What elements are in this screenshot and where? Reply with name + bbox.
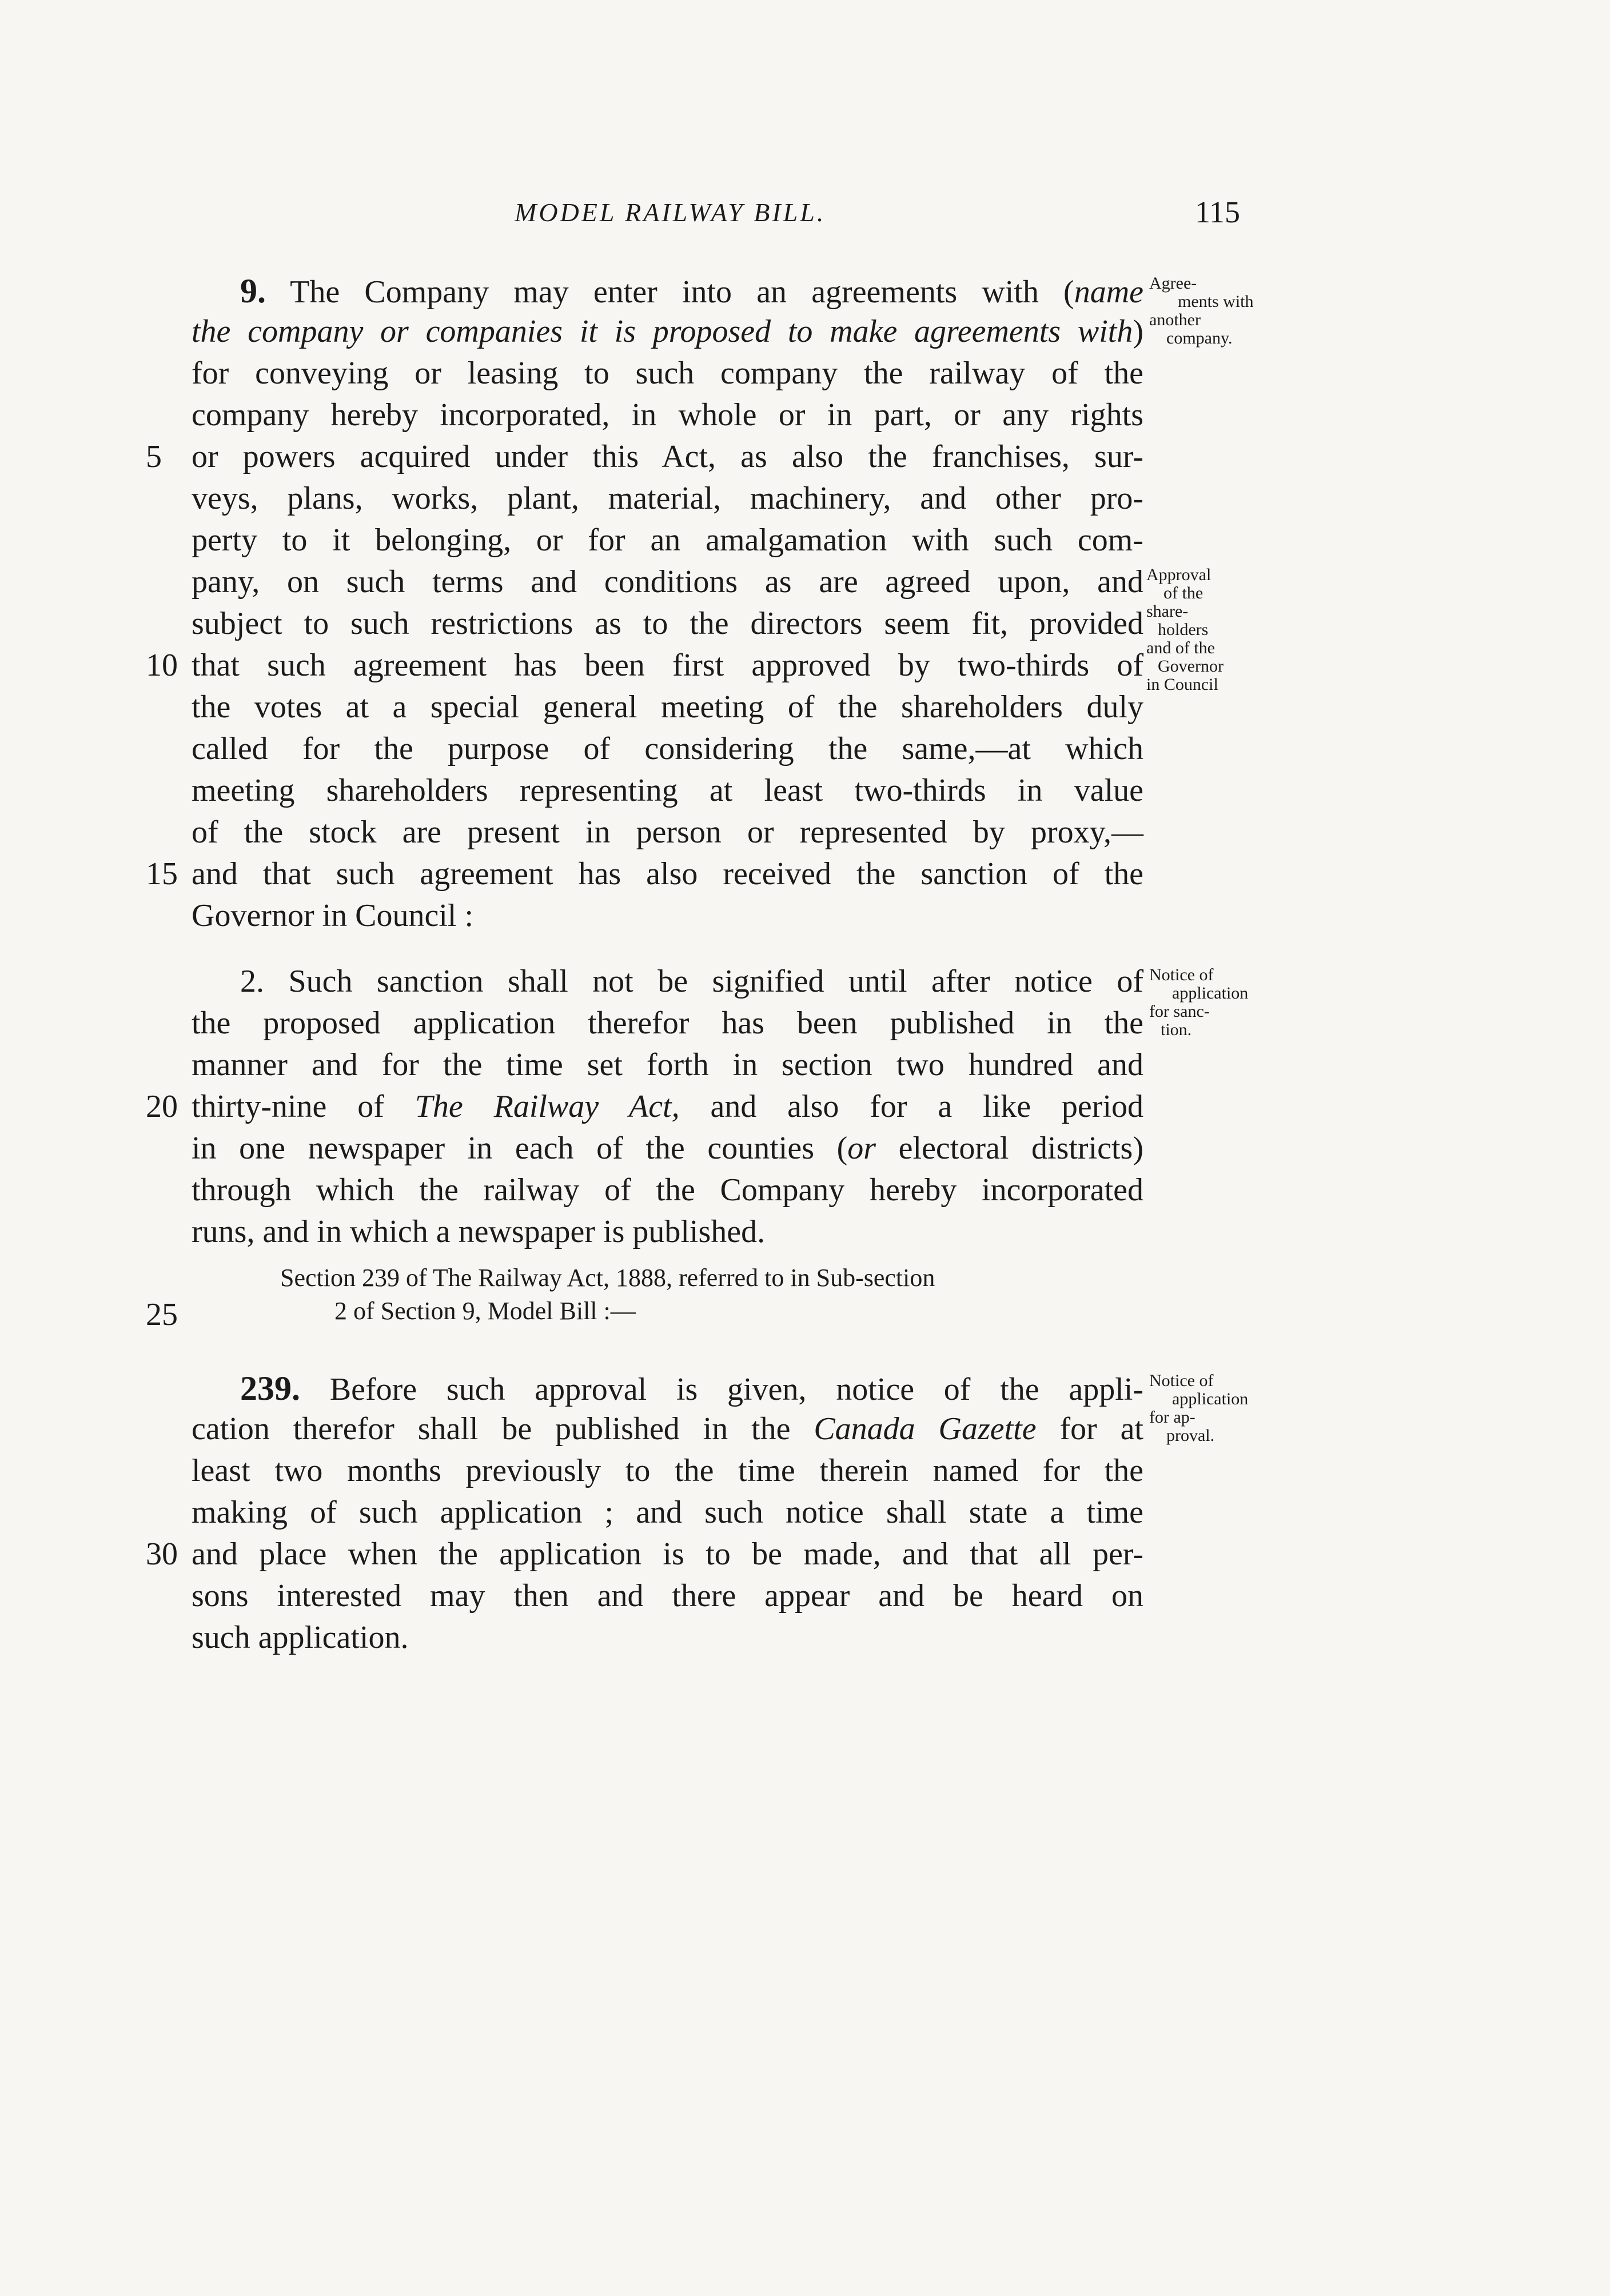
- text-line: subject to such restrictions as to the directors seem fit, provided: [192, 606, 1143, 641]
- margin-note-approval: Approval of the share- holders and of the Governor in Council: [1146, 565, 1224, 694]
- margin-note-agreements: Agree- ments with another company.: [1149, 274, 1254, 348]
- text-line: the votes at a special general meeting of the shareholders duly: [192, 689, 1143, 725]
- line-number: 10: [146, 648, 178, 683]
- text-line: meeting shareholders representing at least two-thirds in value: [192, 773, 1143, 808]
- text-line: called for the purpose of considering the same,—at which: [192, 731, 1143, 766]
- text-line: the proposed application therefor has been published in the: [192, 1005, 1143, 1041]
- line-number: 25: [146, 1297, 178, 1332]
- line-number: 15: [146, 856, 178, 892]
- text-line: sons interested may then and there appear and be heard on: [192, 1578, 1143, 1614]
- text-line: veys, plans, works, plant, material, machinery, and other pro-: [192, 481, 1143, 516]
- text-line: such application.: [192, 1620, 409, 1655]
- text-line: and place when the application is to be made, and that all per-: [192, 1536, 1143, 1572]
- text-line: for conveying or leasing to such company the railway of the: [192, 356, 1143, 391]
- text-line: of the stock are present in person or represented by proxy,—: [192, 814, 1143, 850]
- section-number: 9.: [240, 272, 266, 310]
- text-line: making of such application ; and such notice shall state a time: [192, 1495, 1143, 1530]
- text-line: least two months previously to the time therein named for the: [192, 1453, 1143, 1488]
- text-line: company hereby incorporated, in whole or in part, or any rights: [192, 397, 1143, 433]
- text-line: through which the railway of the Company hereby incorporated: [192, 1172, 1143, 1208]
- text-line: that such agreement has been first approved by two-thirds of: [192, 648, 1143, 683]
- text-line: runs, and in which a newspaper is published.: [192, 1214, 766, 1249]
- text-line: and that such agreement has also received the sanction of the: [192, 856, 1143, 892]
- line-number: 5: [146, 439, 162, 474]
- section-9-line-2: the company or companies it is proposed to make agreements with): [192, 314, 1143, 349]
- page-number: 115: [1195, 195, 1240, 229]
- text-line: thirty-nine of The Railway Act, and also for a like period: [192, 1089, 1143, 1124]
- line-number: 30: [146, 1536, 178, 1572]
- text-line: cation therefor shall be published in the Canada Gazette for at: [192, 1411, 1143, 1447]
- line-number: 20: [146, 1089, 178, 1124]
- margin-note-notice-approval: Notice of application for ap- proval.: [1149, 1371, 1249, 1445]
- reference-note-line-2: 2 of Section 9, Model Bill :—: [334, 1297, 636, 1325]
- section-9-line-1: 9. The Company may enter into an agreements with (name: [240, 272, 1143, 310]
- text-line: or powers acquired under this Act, as also the franchises, sur-: [192, 439, 1143, 474]
- text-line: manner and for the time set forth in section two hundred and: [192, 1047, 1143, 1083]
- text-line: perty to it belonging, or for an amalgamation with such com-: [192, 522, 1143, 558]
- margin-note-notice-sanction: Notice of application for sanc- tion.: [1149, 965, 1249, 1039]
- text-line: 2. Such sanction shall not be signified until after notice of: [240, 964, 1143, 999]
- running-header-title: MODEL RAILWAY BILL.: [515, 198, 826, 227]
- text-line: pany, on such terms and conditions as are agreed upon, and: [192, 564, 1143, 600]
- text-line: in one newspaper in each of the counties (or electoral districts): [192, 1131, 1143, 1166]
- section-number: 239.: [240, 1369, 300, 1407]
- reference-note-line-1: Section 239 of The Railway Act, 1888, referred to in Sub-section: [280, 1264, 935, 1292]
- section-239-line-1: 239. Before such approval is given, notice of the appli-: [240, 1369, 1143, 1407]
- text-line: Governor in Council :: [192, 898, 474, 933]
